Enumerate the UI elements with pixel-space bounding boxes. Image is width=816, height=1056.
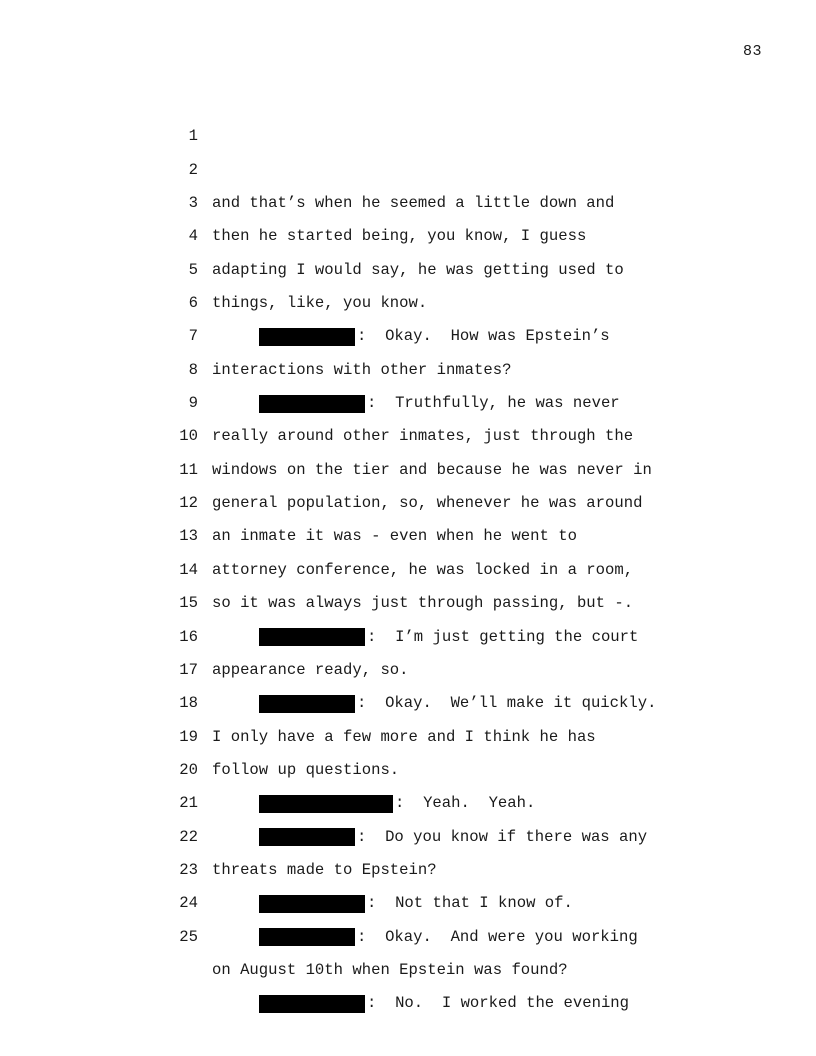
transcript-body	[0, 87, 816, 1013]
line-text: adapting I would say, he was getting used to	[212, 260, 624, 279]
line-text: : Okay. How was Epstein’s	[357, 327, 610, 346]
line-number: 10	[179, 427, 198, 446]
line-number: 6	[188, 294, 198, 313]
line-text: : Yeah. Yeah.	[395, 794, 536, 813]
line-number: 13	[179, 527, 198, 546]
speaker-turn	[259, 921, 638, 954]
line-text: really around other inmates, just through the	[212, 427, 634, 446]
line-number: 9	[188, 394, 198, 413]
line-text: appearance ready, so.	[212, 660, 409, 679]
line-number: 3	[188, 194, 198, 213]
line-text: : I’m just getting the court	[367, 627, 639, 646]
line-text: general population, so, whenever he was around	[212, 494, 643, 513]
line-number: 12	[179, 494, 198, 513]
line-number: 8	[188, 360, 198, 379]
line-text: : Okay. And were you working	[357, 927, 638, 946]
page-number: 83	[742, 43, 762, 60]
line-number: 18	[179, 694, 198, 713]
line-number: 5	[188, 260, 198, 279]
line-number: 25	[179, 927, 198, 946]
speaker-turn	[259, 987, 629, 1020]
line-text: then he started being, you know, I guess	[212, 227, 587, 246]
redaction-bar	[259, 928, 355, 946]
line-text: on August 10th when Epstein was found?	[212, 960, 568, 979]
line-number: 24	[179, 894, 198, 913]
line-number: 4	[188, 227, 198, 246]
line-text: attorney conference, he was locked in a room,	[212, 560, 634, 579]
line-text: follow up questions.	[212, 760, 400, 779]
line-number: 1	[188, 127, 198, 146]
line-text: windows on the tier and because he was never in	[212, 460, 652, 479]
line-number: 23	[179, 860, 198, 879]
line-number: 16	[179, 627, 198, 646]
line-number: 17	[179, 660, 198, 679]
line-text: things, like, you know.	[212, 294, 428, 313]
redaction-bar	[259, 995, 365, 1013]
line-text: I only have a few more and I think he has	[212, 727, 596, 746]
line-text: and that’s when he seemed a little down and	[212, 194, 615, 213]
line-text: : Do you know if there was any	[357, 827, 648, 846]
line-number: 22	[179, 827, 198, 846]
line-text: : Not that I know of.	[367, 894, 573, 913]
line-text: so it was always just through passing, but -.	[212, 594, 634, 613]
line-number: 11	[179, 460, 198, 479]
transcript-line	[0, 87, 816, 213]
line-text: interactions with other inmates?	[212, 360, 512, 379]
line-number: 14	[179, 560, 198, 579]
line-number: 21	[179, 794, 198, 813]
line-number: 2	[188, 160, 198, 179]
line-number: 15	[179, 594, 198, 613]
line-text: an inmate it was - even when he went to	[212, 527, 577, 546]
line-text: threats made to Epstein?	[212, 860, 437, 879]
line-number: 20	[179, 760, 198, 779]
line-number: 7	[188, 327, 198, 346]
line-text: : No. I worked the evening	[367, 994, 630, 1013]
line-text: : Okay. We’ll make it quickly.	[357, 694, 657, 713]
line-number: 19	[179, 727, 198, 746]
line-text: : Truthfully, he was never	[367, 394, 620, 413]
